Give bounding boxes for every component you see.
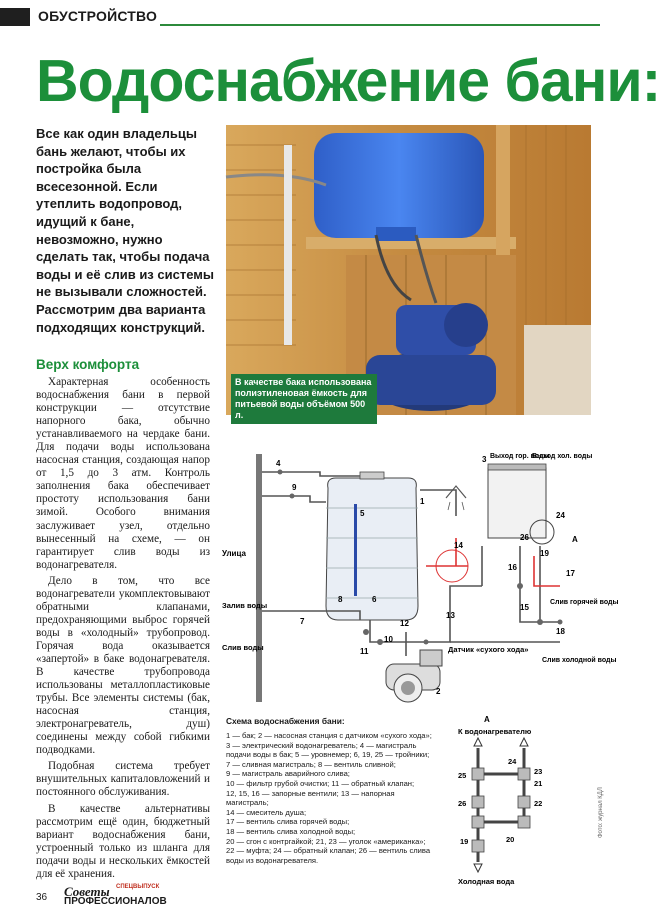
label-dry-sensor: Датчик «сухого хода» xyxy=(448,645,529,654)
inset-num-21: 21 xyxy=(534,779,543,788)
num-10: 10 xyxy=(384,635,393,644)
legend-line: 18 — вентиль слива холодной воды; xyxy=(226,826,356,836)
legend-line: 3 — электрический водонагреватель; 4 — магистраль xyxy=(226,740,417,750)
diagram-svg xyxy=(220,446,619,708)
label-street: Улица xyxy=(222,549,246,558)
label-water-in: Залив воды xyxy=(222,601,268,610)
inset-num-20: 20 xyxy=(506,835,515,844)
section-rule xyxy=(160,24,600,26)
bathhouse-photo xyxy=(226,125,591,415)
plumbing-diagram xyxy=(220,446,619,708)
legend-line: 22 — муфта; 24 — обратный клапан; 26 — вентиль слива xyxy=(226,846,431,856)
legend-line: 7 — сливная магистраль; 8 — вентиль сливной; xyxy=(226,759,396,769)
paragraph: Дело в том, что все водонагреватели укомплектовывают обратными клапанами, предохраняющими выброс горячей воды в «холодный» трубопровод. Горячая вода оказывается «запертой» в баке водонагревателя. В качестве трубопровода использованы металлопластиковые трубы. Все элементы системы (бак, насосная станция, электронагреватель, душ) соединены между собой гибкими подводками. xyxy=(36,574,210,757)
section-label: ОБУСТРОЙСТВО xyxy=(38,8,158,24)
photo-credit: Фото: журнал КДЛ xyxy=(598,787,604,838)
num-15: 15 xyxy=(520,603,529,612)
arrow-down-icon xyxy=(474,864,482,872)
num-16: 16 xyxy=(508,563,517,572)
label-cold-out: Выход хол. воды xyxy=(532,453,593,460)
detail-a-svg xyxy=(448,712,598,884)
wall xyxy=(256,454,262,702)
num-11: 11 xyxy=(360,647,369,656)
num-7: 7 xyxy=(300,617,305,626)
legend-line: 17 — вентиль слива горячей воды; xyxy=(226,817,350,827)
num-17: 17 xyxy=(566,569,575,578)
detail-a-title: А xyxy=(484,715,490,724)
num-14: 14 xyxy=(454,541,463,550)
article-body xyxy=(36,376,210,884)
detail-a-diagram xyxy=(448,712,598,884)
legend-title: Схема водоснабжения бани: xyxy=(226,716,345,726)
section-marker xyxy=(0,8,30,26)
num-1: 1 xyxy=(420,497,425,506)
paragraph: Подобная система требует внушительных капиталовложений и постоянного обслуживания. xyxy=(36,760,210,799)
level-gauge xyxy=(354,504,357,596)
special-issue-tag: СПЕЦВЫПУСК xyxy=(116,884,160,890)
legend-line: 1 — бак; 2 — насосная станция с датчиком «сухого хода»; xyxy=(226,731,432,740)
num-9: 9 xyxy=(292,483,297,492)
num-19: 19 xyxy=(540,549,549,558)
inset-num-25: 25 xyxy=(458,771,467,780)
legend-line: 20 — сгон с контргайкой; 21, 23 — уголок «американка»; xyxy=(226,836,426,846)
label-hot-out: Выход гор. воды xyxy=(490,453,550,460)
arrow-up-icon xyxy=(474,738,482,746)
detail-a-bottom: Холодная вода xyxy=(458,877,515,886)
detail-a-subtitle: К водонагревателю xyxy=(458,727,532,736)
num-4: 4 xyxy=(276,459,281,468)
magazine-logo-line2: ПРОФЕССИОНАЛОВ xyxy=(64,896,167,907)
num-2: 2 xyxy=(436,687,441,696)
inset-num-26: 26 xyxy=(458,799,467,808)
num-24: 24 xyxy=(556,511,565,520)
inset-num-19: 19 xyxy=(460,837,469,846)
label-drain-cold: Слив холодной воды xyxy=(542,657,617,664)
label-drain-hot: Слив горячей воды xyxy=(550,599,619,606)
num-5: 5 xyxy=(360,509,365,518)
legend-line: 14 — смеситель душа; xyxy=(226,807,307,817)
subheading: Верх комфорта xyxy=(36,357,140,372)
water-heater xyxy=(488,468,546,538)
magazine-logo-line1: Советы xyxy=(64,884,110,899)
num-8: 8 xyxy=(338,595,343,604)
legend-line: 10 — фильтр грубой очистки; 11 — обратный клапан; xyxy=(226,778,415,788)
num-6: 6 xyxy=(372,595,377,604)
legend-line: 9 — магистраль аварийного слива; xyxy=(226,769,350,779)
num-26: 26 xyxy=(520,533,529,542)
lead-paragraph: Все как один владельцы бань желают, чтобы их постройка была всесезонной. Если утеплить водопровод, идущий к бане, невозможно, нужно сделать так, чтобы подача воды и её слив из системы не вызывали сложностей. Рассмотрим два варианта подходящих конструкций. xyxy=(36,126,214,335)
photo-illustration xyxy=(226,125,591,415)
page-number: 36 xyxy=(36,892,48,903)
legend-line: воды из водонагревателя. xyxy=(226,855,319,865)
paragraph: Характерная особенность водоснабжения бани в первой конструкции — отсутствие напорного бака, обычно устанавливаемого на чердаке бани. Для подачи воды использована насосная станция, создающая напор от 1,5 до 3 атм. Контроль заполнения бака обеспечивает простоту использования бани зимой. Особого внимания заслуживает узел, отдельно вынесенный на схеме, — он гарантирует слив воды из водонагревателя. xyxy=(36,376,210,571)
arrow-up-icon xyxy=(520,738,528,746)
legend-line: подачи воды в бак; 5 — уровнемер; 6, 19, 25 — тройники; xyxy=(226,750,430,760)
inset-num-23: 23 xyxy=(534,767,543,776)
num-3: 3 xyxy=(482,455,487,464)
paragraph: В качестве альтернативы рассмотрим ещё один, бюджетный вариант водоснабжения бани, устроенный только из шланга для подачи воды и нескольких ёмкостей для её хранения. xyxy=(36,802,210,880)
inset-num-22: 22 xyxy=(534,799,543,808)
num-13: 13 xyxy=(446,611,455,620)
photo-caption: В качестве бака использована полиэтиленовая ёмкость для питьевой воды объёмом 500 л. xyxy=(231,374,377,424)
page-title: Водоснабжение бани: xyxy=(36,48,660,114)
diagram-legend xyxy=(226,731,432,865)
pump-station xyxy=(386,650,442,702)
num-12: 12 xyxy=(400,619,409,628)
inset-num-24: 24 xyxy=(508,757,517,766)
num-18: 18 xyxy=(556,627,565,636)
label-a: А xyxy=(572,535,578,544)
section-header xyxy=(0,6,560,28)
legend-line: 12, 15, 16 — запорные вентили; 13 — напорная магистраль; xyxy=(226,788,395,808)
label-water-out: Слив воды xyxy=(222,643,264,652)
